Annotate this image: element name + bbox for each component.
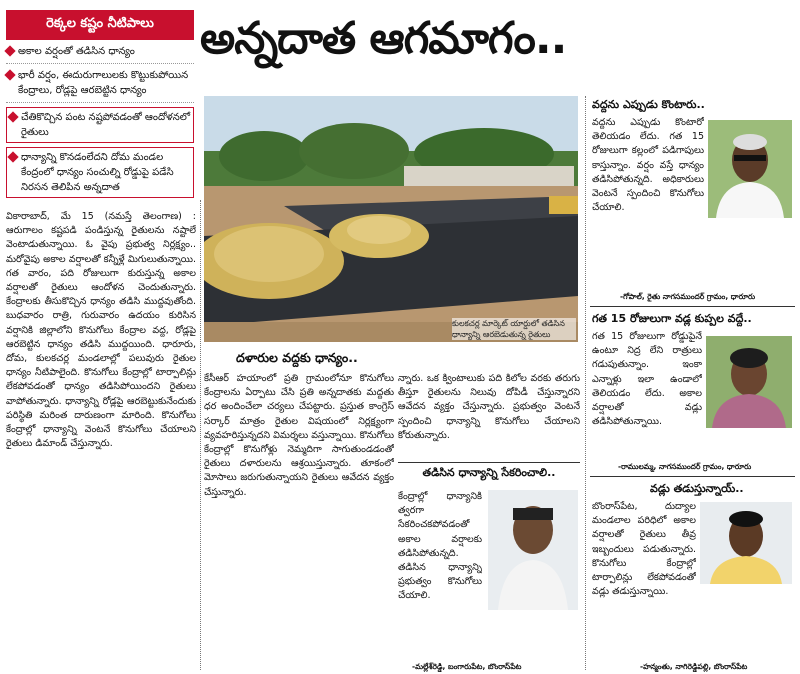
divider-line	[590, 306, 795, 307]
highlight-item: అకాల వర్షంతో తడిసిన ధాన్యం	[6, 44, 194, 64]
subheading-brokers: దళారుల వద్దకు ధాన్యం..	[236, 350, 358, 365]
column-divider	[585, 96, 586, 670]
person-illustration	[488, 490, 578, 610]
article-column-2: కేసీఆర్ హయాంలో ప్రతి గ్రామంలోనూ కొనుగోలు కేంద్రాలను ఏర్పాటు చేసి ప్రతి అన్నదాతకు మద్దతు ధర అందించేలా చర్యలు చేపట్టారు. ప్రస్తుత కాంగ్రెస్ సర్కార్ మాత్రం రైతుల విషయంలో నిర్లక్ష్యంగా వ్యవహరిస్తున్నదని విమర్శలు వస్తున్నాయి. కొనుగోలు కేంద్రాల్లో కొనుగోళ్లు నెమ్మదిగా సాగుతుండడంతో రైతులు దళారులను ఆశ్రయిస్తున్నారు. తూకంలో మోసాలు జరుగుతున్నాయని రైతులు ఆవేదన వ్యక్తం చేస్తున్నారు.	[204, 373, 394, 498]
byline-right-3: -హన్మంతు, నాగిరెడ్డిపల్లి, బొంరాస్‌పేట	[640, 662, 748, 671]
highlight-item: భారీ వర్షం, ఈదురుగాలులకు కొట్టుకుపోయిన కేంద్రాలు, రోడ్లపై ఆరబెట్టిన ధాన్యం	[6, 68, 194, 103]
bullet-icon	[4, 69, 15, 80]
divider-line	[590, 476, 795, 477]
subheading-wet-grain: తడిసిన ధాన్యాన్ని సేకరించాలి..	[422, 466, 556, 479]
headline: అన్నదాత ఆగమాగం..	[200, 13, 567, 64]
farmer-photo-1	[708, 120, 792, 218]
column-divider	[200, 200, 201, 670]
bullet-icon	[7, 151, 18, 162]
quote-text-right-2: గత 15 రోజులుగా రోడ్డుపైనే ఉంటూ నిద్ర లేని రాత్రులు గడుపుతున్నాం. ఇంకా ఎన్నాళ్లు ఇలా ఉండాలో తెలియడం లేదు. అకాల వర్షాలతో వడ్లు తడిసిపోతున్నాయి.	[592, 331, 702, 428]
subheading-15-days: గత 15 రోజులుగా వడ్ల కుప్పల వద్దే..	[592, 312, 752, 325]
farmer-photo-center	[488, 490, 578, 610]
bullet-icon	[7, 111, 18, 122]
kicker-banner: రెక్కల కష్టం నీటిపాలు	[6, 10, 194, 40]
subheading-when-buy: వద్దను ఎప్పుడు కొంటారు..	[592, 98, 705, 111]
byline-right-1: -గోపాల్, రైతు నాగసముందర్ గ్రామం, ధారూరు	[620, 292, 756, 301]
highlight-item: చేతికొచ్చిన పంట నష్టపోవడంతో ఆందోళనలో రైతులు	[6, 107, 194, 143]
byline-right-2: -రాములమ్మ, నాగసముందర్ గ్రామం, ధారూరు	[618, 462, 752, 471]
quote-text-center: కేంద్రాల్లో ధాన్యానికి త్వరగా సేకరించకపోవడంతో అకాల వర్షాలకు తడిసిపోతున్నది. తడిసిన ధాన్యాన్ని ప్రభుత్వం కొనుగోలు చేయాలి.	[398, 491, 482, 602]
byline-center: -మల్లేశ్‌రెడ్డి, బంగారుపేట, బొంరాస్‌పేట	[412, 662, 522, 671]
person-illustration	[700, 502, 792, 584]
article-column-3: న్నారు. ఒక క్వింటాలుకు పది కిలోల వరకు తరుగు తీస్తూ రైతులను నిలువు దోపిడీ చేస్తున్నారని ఆవేదన వ్యక్తం చేస్తున్నారు. ప్రభుత్వం వెంటనే స్పందించి ధాన్యాన్ని కొనుగోలు చేయాలని కోరుతున్నారు.	[398, 373, 580, 441]
highlight-item: ధాన్యాన్ని కొనడంలేదని దోమ మండల కేంద్రంలో ధాన్యం సంచుల్ని రోడ్డుపై పడేసి నిరసన తెలిపిన అన్నదాత	[6, 147, 194, 198]
paddy-yard-illustration	[204, 96, 578, 342]
subheading-getting-wet: వడ్లు తడుస్తున్నాయ్..	[650, 482, 744, 495]
bullet-icon	[4, 45, 15, 56]
quote-text-right-1: వద్దను ఎప్పుడు కొంటారో తెలియడం లేదు. గత 15 రోజులుగా కల్లంలో పడిగాపులు కాస్తున్నాం. వర్షం వస్తే ధాన్యం తడిసిపోతున్నది. అధికారులు వెంటనే స్పందించి కొనుగోలు చేయాలి.	[592, 117, 704, 214]
highlights-list	[6, 44, 194, 202]
photo-caption: కులకచర్ల మార్కెట్ యార్డులో తడిసిన ధాన్యాన్ని ఆరబెడుతున్న రైతులు	[452, 318, 576, 340]
main-photo	[204, 96, 578, 342]
person-illustration	[708, 120, 792, 218]
person-illustration	[706, 336, 792, 428]
article-column-1: వికారాబాద్, మే 15 (నమస్తే తెలంగాణ) : ఆరుగాలం కష్టపడి పండిస్తున్న రైతులను నష్టాలే వెంటాడుతున్నాయి. ఓ వైపు ప్రభుత్వ నిర్లక్ష్యం.. మరోవైపు అకాల వర్షాలతో కన్నీళ్లే మిగులుతున్నాయి. గత వారం, పది రోజులుగా కురుస్తున్న అకాల వర్షాలతో రైతులు ఆందోళన చెందుతున్నారు. కేంద్రాలకు తీసుకొచ్చిన ధాన్యం తడిసి ముద్దవుతోంది. బుధవారం రాత్రి, గురువారం ఉదయం కురిసిన వర్షానికి జిల్లాలోని కొనుగోలు కేంద్రాల వద్ద, రోడ్లపై ఆరబెట్టిన ధాన్యం తడిసి ముద్దయింది. ధారూరు, దోమ, కులకచర్ల మండలాల్లో పలువురు రైతుల ధాన్యం నీటిపాలైంది. కొనుగోలు కేంద్రాల్లో టార్పాలిన్లు లేకపోవడంతో ధాన్యం తడిసిపోయిందని రైతులు వాపోతున్నారు. ధాన్యాన్ని రోడ్లపై ఆరబెట్టుకునేందుకు పరిస్థితి మరింత దారుణంగా మారింది. కొనుగోలు కేంద్రాల్లో ధాన్యాన్ని వెంటనే కొనుగోలు చేయాలని రైతులు డిమాండ్ చేస్తున్నారు.	[6, 211, 196, 450]
divider-line	[398, 462, 580, 463]
farmer-photo-2	[706, 336, 792, 428]
farmer-photo-3	[700, 502, 792, 584]
quote-text-right-3: బొంరాస్‌పేట, దుద్యాల మండలాల పరిధిలో అకాల వర్షాలతో రైతులు తీవ్ర ఇబ్బందులు పడుతున్నారు. కొనుగోలు కేంద్రాల్లో టార్పాలిన్లు లేకపోవడంతో వడ్లు తడుస్తున్నాయి.	[592, 501, 696, 598]
